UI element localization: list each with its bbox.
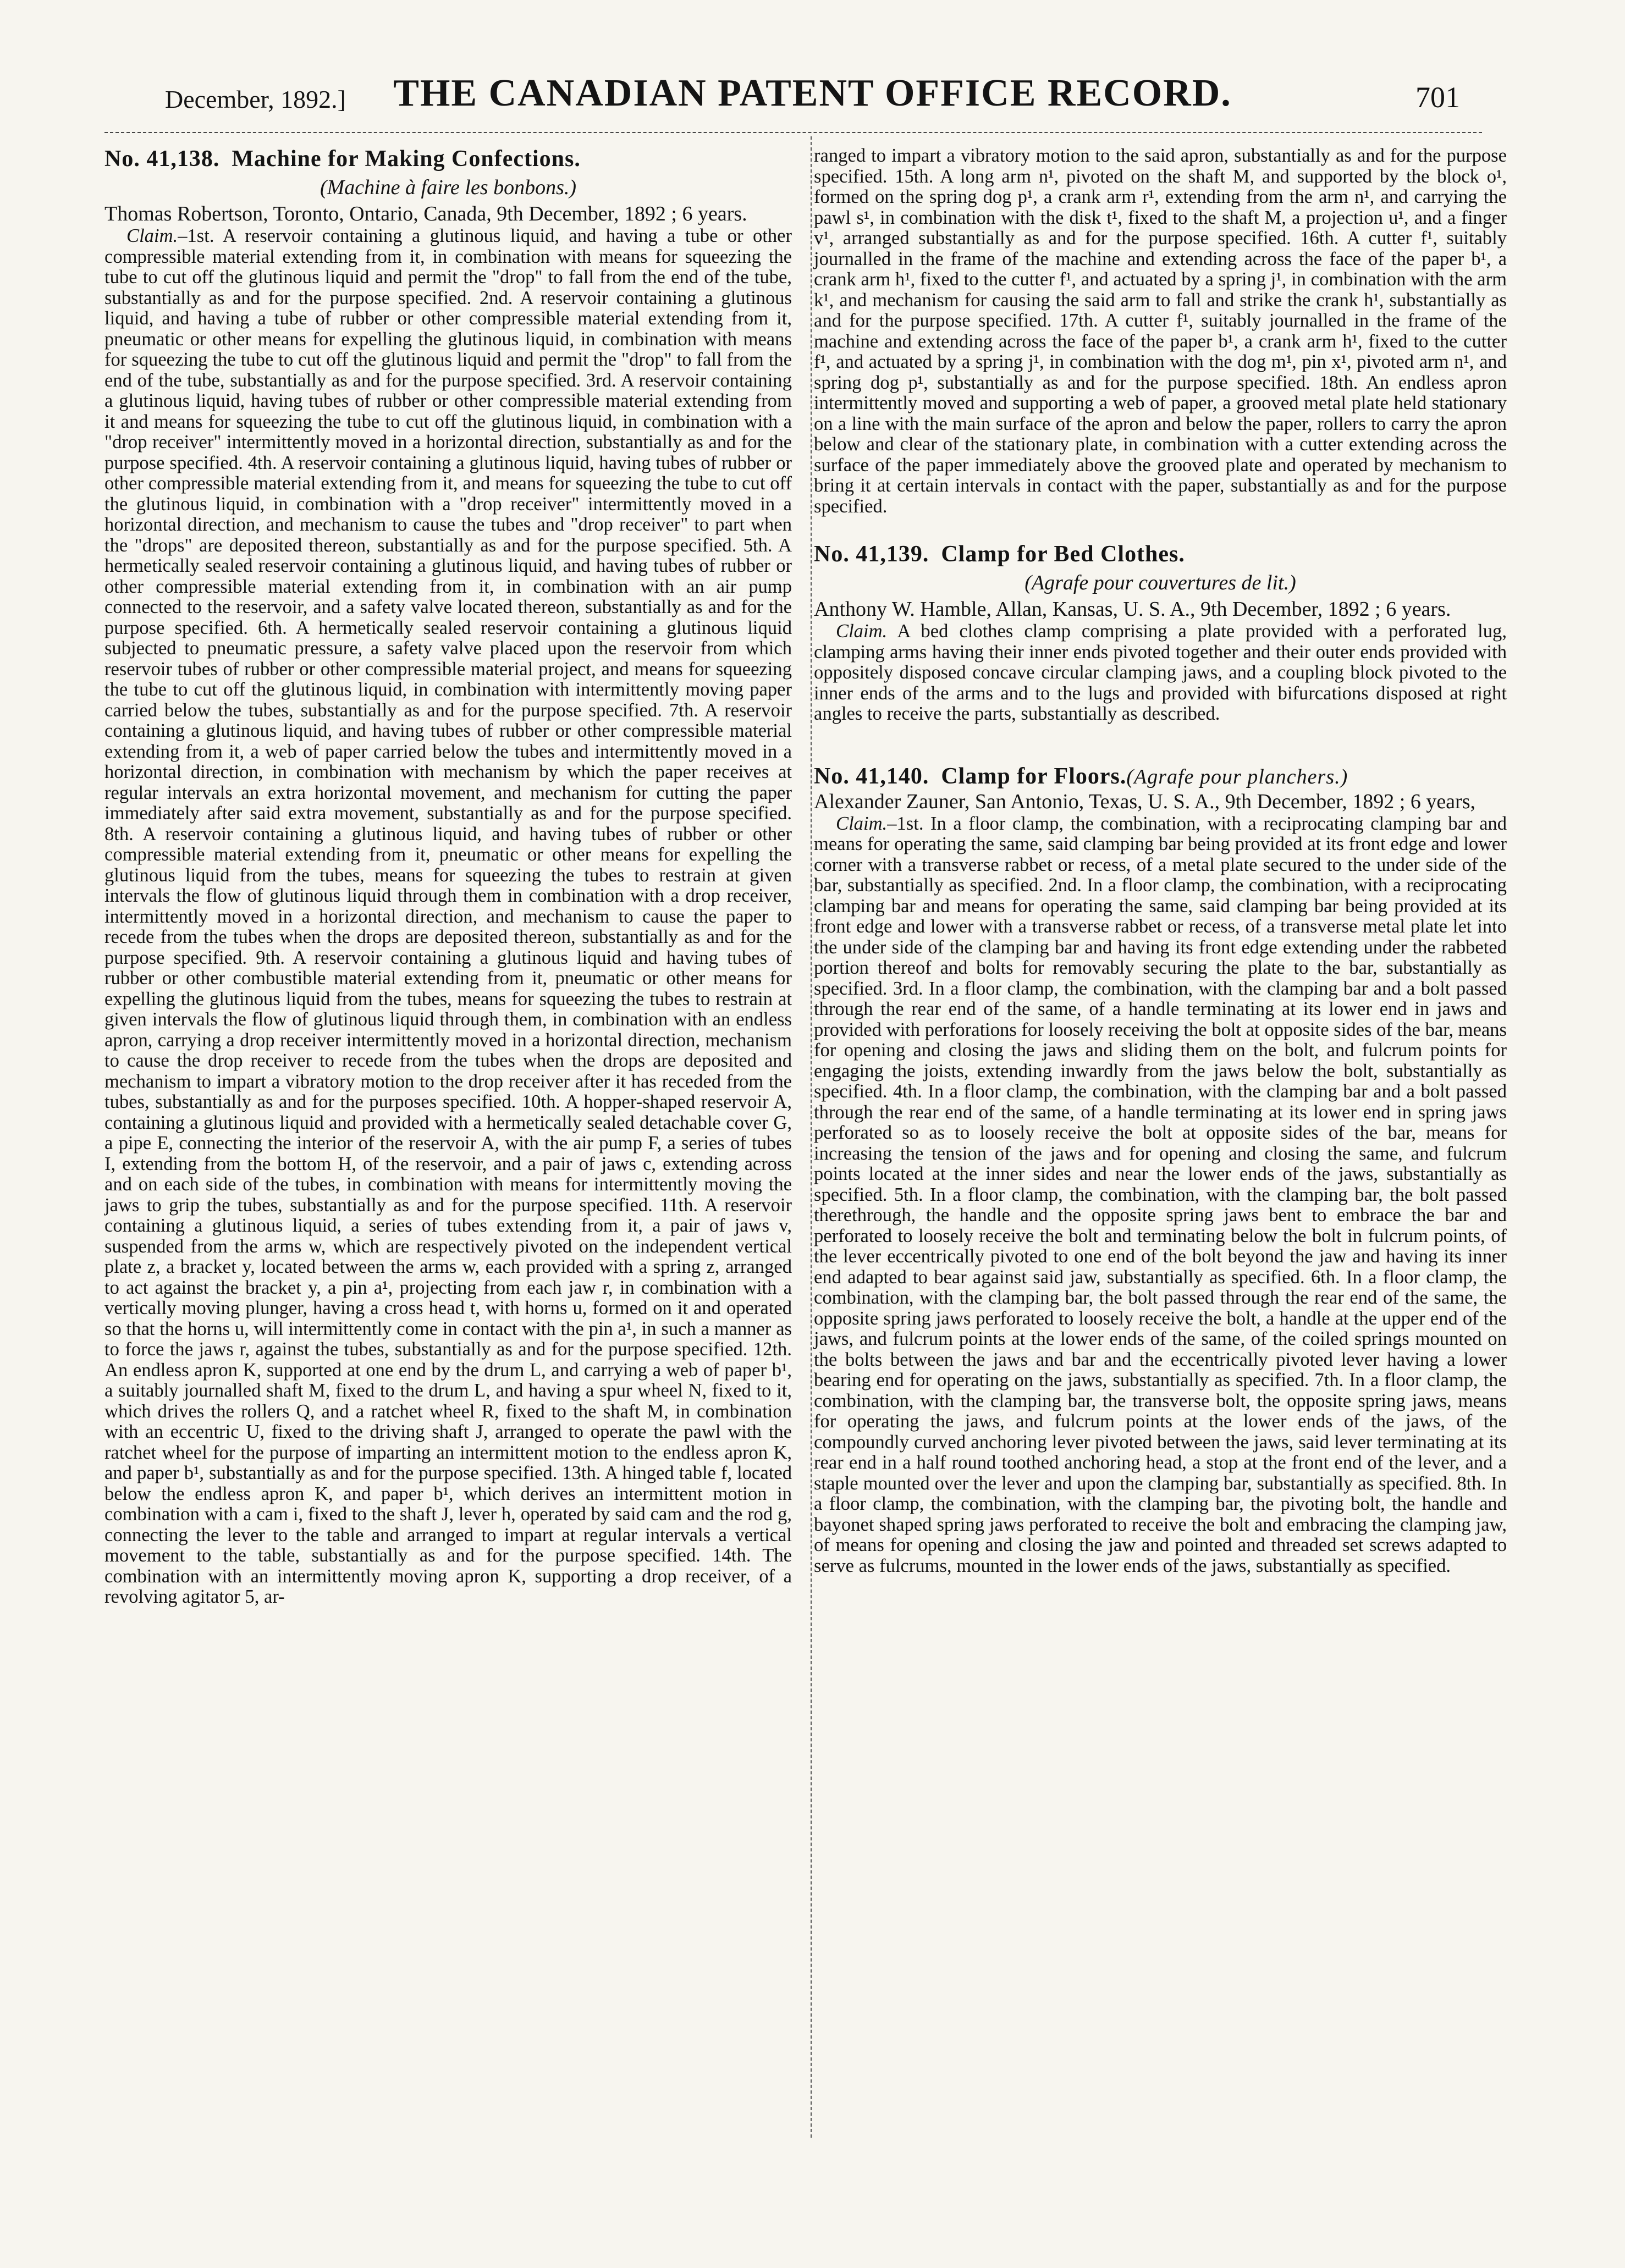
patent-french-title: (Agrafe pour couvertures de lit.) (1024, 571, 1296, 594)
claim-text: –1st. A reservoir containing a glutinous liquid, and having a tube or other compressible material extending from it, in combination with means for squeezing the tube to cut off the glutinous liquid and permit the "drop" to fall from the end of the tube, substantially as and for the purpose specified. 2nd. A reservoir containing a glutinous liquid, and having a tube of rubber or other compressible material extending from it, pneumatic or other means for expelling the glutinous liquid, in combination with means for squeezing the tube to cut off the glutinous liquid and permit the "drop" to fall from the end of the tube, substantially as and for the purpose specified. 3rd. A reservoir containing a glutinous liquid, having tubes of rubber or other compressible material extending from it and means for squeezing the tube to cut off the glutinous liquid, in combination with a "drop receiver" intermittently moved in a horizontal direction, substantially as and for the purpose specified. 4th. A reservoir containing a glutinous liquid, having tubes of rubber or other compressible material extending from it, and means for squeezing the tube to cut off the glutinous liquid, in combination with a "drop receiver" intermittently moved in a horizontal direction, and mechanism to cause the tubes and "drop receiver" to part when the "drops" are deposited thereon, substantially as and for the purpose specified. 5th. A hermetically sealed reservoir containing a glutinous liquid, and having tubes of rubber or other compressible material extending from it, in combination with an air pump connected to the reservoir, and a safety valve located thereon, substantially as and for the purpose specified. 6th. A hermetically sealed reservoir containing a glutinous liquid subjected to pneumatic pressure, a safety valve placed upon the reservoir from which reservoir tubes of rubber or other compressible material project, and means for squeezing the tube to cut off the glutinous liquid, in combination with intermittently moving paper carried below the tubes, substantially as and for the purpose specified. 7th. A reservoir containing a glutinous liquid, and having tubes of rubber or other compressible material extending from it, a web of paper carried below the tubes and intermittently moved in a horizontal direction, in combination with mechanism by which the paper receives at regular intervals an extra horizontal movement, and mechanism for cutting the paper immediately after said extra movement, substantially as and for the purpose specified. 8th. A reservoir containing a glutinous liquid, and having tubes of rubber or other compressible material extending from it, pneumatic or other means for expelling the glutinous liquid from the tubes, means for squeezing the tubes to restrain at given intervals the flow of glutinous liquid through them in combination with a drop receiver, intermittently moved in a horizontal direction, and mechanism to cause the paper to recede from the tubes when the drops are deposited thereon, substantially as and for the purpose specified. 9th. A reservoir containing a glutinous liquid and having tubes of rubber or other combustible material extending from it, pneumatic or other means for expelling the glutinous liquid from the tubes, means for squeezing the tubes to restrain at given intervals the flow of glutinous liquid through them, in combination with an endless apron, carrying a drop receiver intermittently moved in a horizontal direction, mechanism to cause the drop receiver to recede from the tubes when the drops are deposited and mechanism to impart a vibratory motion to the drop receiver after it has receded from the tubes, substantially as and for the purposes specified. 10th. A hopper-shaped reservoir A, containing a glutinous liquid and provided with a hermetically sealed detachable cover G, a pipe E, connecting the interior of the reservoir A, with the air pump F, a series of tubes I, extending from the bottom H, of the reservoir, and a pair of jaws c, extending across and on each side of the tubes, in combination with means for intermittently moving the jaws to grip the tubes, substantially as and for the purpose specified. 11th. A reservoir containing a glutinous liquid, a series of tubes extending from it, a pair of jaws v, suspended from the arms w, which are respectively pivoted on the independent vertical plate z, a bracket y, located between the arms w, each provided with a spring z, arranged to act against the bracket y, a pin a¹, projecting from each jaw r, in combination with a vertically moving plunger, having a cross head t, with horns u, formed on it and operated so that the horns u, will intermittently come in contact with the pin a¹, in such a manner as to force the jaws r, against the tubes, substantially as and for the purpose specified. 12th. An endless apron K, supported at one end by the drum L, and carrying a web of paper b¹, a suitably journalled shaft M, fixed to the drum L, and having a spur wheel N, fixed to it, which drives the rollers Q, and a ratchet wheel R, fixed to the shaft M, in combination with an eccentric U, fixed to the driving shaft J, arranged to operate the pawl with the ratchet wheel for the purpose of imparting an intermittent motion to the endless apron K, and paper b¹, substantially as and for the purpose specified. 13th. A hinged table f, located below the endless apron K, and paper b¹, which derives an intermittent motion in combination with a cam i, fixed to the shaft J, lever h, operated by said cam and the rod g, connecting the lever to the table and arranged to impart at regular intervals a vertical movement to the table, substantially as and for the purpose specified. 14th. The combination with an intermittently moving apron K, supporting a drop receiver, of a revolving agitator 5, ar- (104, 225, 792, 1607)
patent-french-title: (Machine à faire les bonbons.) (320, 176, 577, 199)
patent-title: Machine for Making Confections. (232, 146, 581, 172)
patent-entry-41140 (814, 763, 1507, 1577)
page-number: 701 (1415, 81, 1460, 114)
patent-inventor: Thomas Robertson, Toronto, Ontario, Canada, 9th December, 1892 ; 6 years. (104, 202, 747, 225)
patent-claim (814, 814, 1507, 1577)
patent-inventor: Anthony W. Hamble, Allan, Kansas, U. S. A., 9th December, 1892 ; 6 years. (814, 598, 1451, 621)
patent-claim (104, 226, 792, 1608)
patent-entry-41138 (104, 146, 792, 1608)
claim-label: Claim. (126, 225, 178, 246)
patent-title: Clamp for Floors. (941, 763, 1127, 789)
claim-label: Claim. (836, 621, 888, 642)
patent-claim (814, 621, 1507, 725)
patent-french-title: (Agrafe pour planchers.) (1126, 765, 1348, 788)
patent-heading (814, 763, 1507, 790)
right-column (814, 146, 1507, 1591)
claim-continuation: ranged to impart a vibratory motion to the said apron, substantially as and for the purpose specified. 15th. A long arm n¹, pivoted on the shaft M, and supported by the block o¹, formed on the spring dog p¹, a crank arm r¹, extending from the arm n¹, and carrying the pawl s¹, in combination with the disk t¹, fixed to the shaft M, a projection u¹, and a finger v¹, arranged substantially as and for the purpose specified. 16th. A cutter f¹, suitably journalled in the frame of the machine and extending across the face of the paper b¹, a crank arm h¹, fixed to the cutter f¹, and actuated by a spring j¹, in combination with the arm k¹, and mechanism for causing the said arm to fall and strike the crank h¹, substantially as and for the purpose specified. 17th. A cutter f¹, suitably journalled in the frame of the machine and extending across the face of the paper b¹, a crank arm h¹, fixed to the cutter f¹, and actuated by a spring j¹, in combination with the dog m¹, pin x¹, pivoted arm n¹, and spring dog p¹, substantially as and for the purpose specified. 18th. An endless apron intermittently moved and supporting a web of paper, a grooved metal plate held stationary on a line with the main surface of the apron and below the paper, rollers to carry the apron below and clear of the stationary plate, in combination with a cutter extending across the surface of the paper immediately above the grooved plate and operated by mechanism to bring it at certain intervals in contact with the paper, substantially as and for the purpose specified. (814, 145, 1507, 517)
journal-title: THE CANADIAN PATENT OFFICE RECORD. (393, 72, 1232, 114)
patent-number: No. 41,140. (814, 763, 929, 789)
patent-heading (814, 541, 1507, 567)
header-rule (104, 132, 1482, 133)
claim-text: A bed clothes clamp comprising a plate provided with a perforated lug, clamping arms having their inner ends pivoted together and their outer ends provided with oppositely disposed concave circular clamping jaws, and a coupling block pivoted to the inner ends of the arms and to the lugs and provided with bifurcations disposed at right angles to receive the parts, substantially as described. (814, 621, 1507, 724)
patent-heading (104, 146, 792, 172)
header-date: December, 1892.] (165, 85, 346, 113)
patent-number: No. 41,139. (814, 542, 929, 567)
patent-number: No. 41,138. (104, 146, 220, 172)
claim-label: Claim. (836, 813, 888, 834)
page-header (165, 71, 1460, 121)
patent-title: Clamp for Bed Clothes. (941, 542, 1185, 567)
claim-text: –1st. In a floor clamp, the combination, with a reciprocating clamping bar and means for operating the same, said clamping bar being provided at its front edge and lower corner with a transverse rabbet or recess, of a metal plate secured to the under side of the bar, substantially as specified. 2nd. In a floor clamp, the combination, with a reciprocating clamping bar and means for operating the same, said clamping bar being provided at its front edge and lower with a transverse rabbet or recess, of a transverse metal plate let into the under side of the clamping bar and having its front edge extending under the rabbeted portion thereof and bolts for removably securing the plate to the bar, substantially as specified. 3rd. In a floor clamp, the combination, with the clamping bar and a bolt passed through the rear end of the same, of a handle terminating at its lower end in jaws and provided with perforations for loosely receiving the bolt at opposite sides of the bar, means for opening and closing the jaws and sliding them on the bolt, and fulcrum points for engaging the joists, extending inwardly from the jaws below the bolt, substantially as specified. 4th. In a floor clamp, the combination, with the clamping bar and a bolt passed through the rear end of the same, of a handle terminating at its lower end in spring jaws perforated so as to loosely receive the bolt at opposite sides of the bar, means for increasing the tension of the jaws and for opening and closing the same, and fulcrum points located at the inner sides and near the lower ends of the jaws, substantially as specified. 5th. In a floor clamp, the combination, with the clamping bar, the bolt passed therethrough, the handle and the opposite spring jaws bent to embrace the bar and perforated to loosely receive the bolt and terminating below the bolt in fulcrum points, of the lever eccentrically pivoted to one end of the bolt beyond the jaw and having its inner end adapted to bear against said jaw, substantially as specified. 6th. In a floor clamp, the combination, with the clamping bar, the bolt passed through the rear end of the same, the opposite spring jaws perforated to loosely receive the bolt, a handle at the upper end of the jaws, and fulcrum points at the lower ends of the same, of the coiled springs mounted on the bolts between the jaws and bar and the eccentrically pivoted lever having a lower bearing end for operating on the jaws, substantially as specified. 7th. In a floor clamp, the combination, with the clamping bar, the transverse bolt, the opposite spring jaws, means for operating the jaws, and fulcrum points at the lower ends of the jaws, of the compoundly curved anchoring lever pivoted between the jaws, said lever terminating at its rear end in a half round toothed anchoring head, a stop at the front end of the lever, and a staple mounted over the lever and upon the clamping bar, substantially as specified. 8th. In a floor clamp, the combination, with the clamping bar, the pivoting bolt, the handle and bayonet shaped spring jaws perforated to receive the bolt and embracing the clamping jaw, of means for opening and closing the jaw and pointed and threaded set screws adapted to serve as fulcrums, mounted in the lower ends of the jaws, substantially as specified. (814, 813, 1507, 1576)
left-column (104, 146, 792, 1622)
column-divider (811, 136, 812, 2138)
patent-inventor: Alexander Zauner, San Antonio, Texas, U. S. A., 9th December, 1892 ; 6 years, (814, 790, 1475, 813)
patent-entry-41139 (814, 541, 1507, 725)
